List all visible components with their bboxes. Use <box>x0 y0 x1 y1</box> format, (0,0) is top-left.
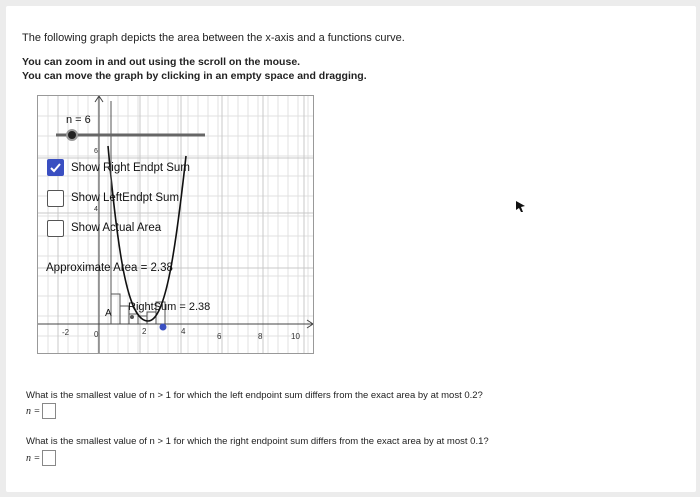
answer-label: n = <box>26 453 41 464</box>
instructions <box>22 55 367 83</box>
y-tick-label: 4 <box>94 206 98 213</box>
right-sum-checkbox-label[interactable]: Show Right Endpt Sum <box>71 162 190 174</box>
left-sum-checkbox-label[interactable]: Show LeftEndpt Sum <box>71 192 180 204</box>
page <box>6 6 696 492</box>
right-sum-label: RightSum = 2.38 <box>128 301 211 313</box>
question-1-answer-row <box>26 406 40 417</box>
approximate-area-text: Approximate Area = 2.38 <box>46 262 173 274</box>
n-slider-handle[interactable] <box>67 130 77 140</box>
x-tick-label: 2 <box>142 327 147 336</box>
y-tick-label: 6 <box>94 148 98 155</box>
mouse-cursor-icon <box>516 201 526 213</box>
question-2-answer-input[interactable] <box>42 450 56 466</box>
point-a-label: A <box>105 308 112 319</box>
right-sum-checkbox[interactable] <box>47 159 64 176</box>
move-instruction: You can move the graph by clicking in an empty space and dragging. <box>22 70 367 82</box>
question-1-text: What is the smallest value of n > 1 for which the left endpoint sum differs from the exact area by at most 0.2? <box>26 390 483 401</box>
n-slider-label: n = 6 <box>66 114 91 126</box>
x-tick-label: 6 <box>217 332 222 341</box>
answer-label: n = <box>26 406 41 417</box>
x-tick-label: 4 <box>181 327 186 336</box>
intro-text: The following graph depicts the area between the x-axis and a functions curve. <box>22 32 405 44</box>
actual-area-checkbox-label[interactable]: Show Actual Area <box>71 222 162 234</box>
left-sum-checkbox[interactable] <box>47 190 64 207</box>
x-tick-label: 10 <box>291 332 300 341</box>
zoom-instruction: You can zoom in and out using the scroll on the mouse. <box>22 56 301 68</box>
actual-area-checkbox[interactable] <box>47 220 64 237</box>
question-1-answer-input[interactable] <box>42 403 56 419</box>
x-tick-label: 8 <box>258 332 263 341</box>
x-tick-label: 0 <box>94 330 99 339</box>
point-b[interactable] <box>160 324 167 331</box>
checkmark-icon <box>48 160 63 175</box>
graph-applet[interactable] <box>37 95 314 354</box>
x-tick-label: -2 <box>62 328 70 337</box>
question-2-text: What is the smallest value of n > 1 for which the right endpoint sum differs from the exact area by at most 0.1? <box>26 436 489 447</box>
question-2-answer-row <box>26 453 40 464</box>
point-a[interactable] <box>130 315 134 319</box>
